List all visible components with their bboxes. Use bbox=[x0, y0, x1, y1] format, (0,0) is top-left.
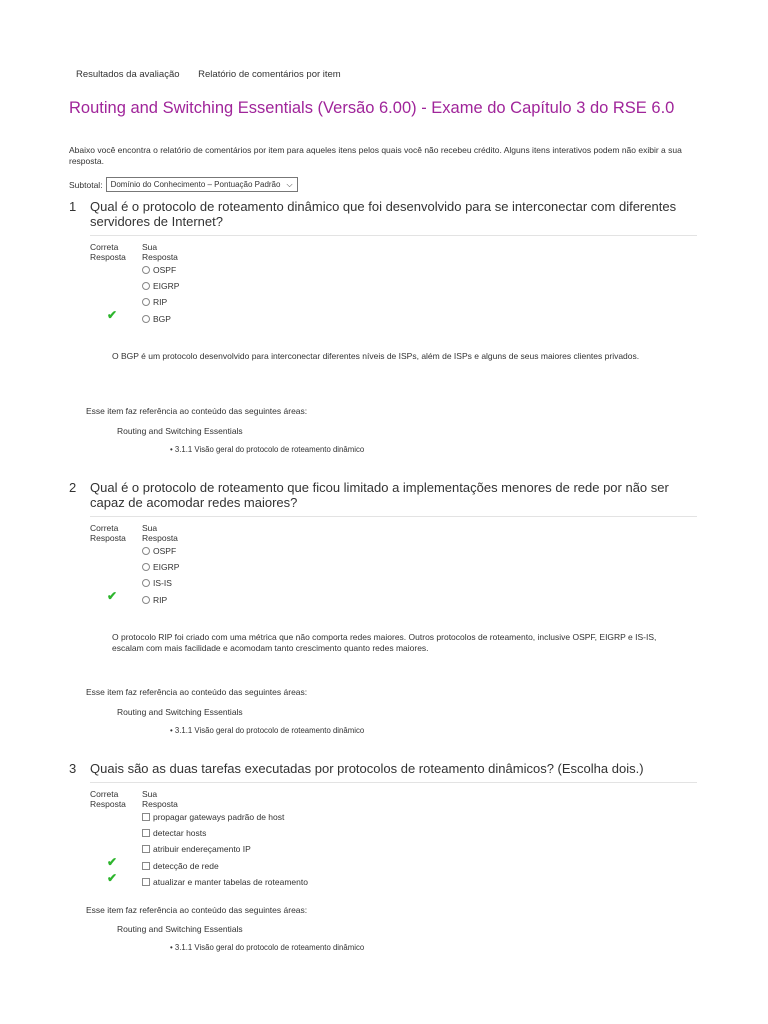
divider bbox=[90, 516, 697, 517]
question-text: Qual é o protocolo de roteamento dinâmico que foi desenvolvido para se interconectar com diferentes servidores de Internet? bbox=[90, 199, 677, 229]
check-icon: ✔ bbox=[107, 588, 118, 603]
answer-option bbox=[69, 809, 709, 825]
check-icon: ✔ bbox=[107, 871, 118, 886]
column-headers bbox=[69, 242, 709, 262]
divider bbox=[90, 782, 697, 783]
option-label: BGP bbox=[153, 313, 171, 324]
answer-option bbox=[69, 576, 709, 592]
check-icon: ✔ bbox=[107, 307, 118, 322]
correct-header-line1: Correta bbox=[90, 242, 119, 252]
question-number: 1 bbox=[69, 199, 77, 214]
divider bbox=[90, 235, 697, 236]
radio-button[interactable] bbox=[142, 282, 150, 290]
option-label: detecção de rede bbox=[153, 860, 219, 871]
answer-option bbox=[69, 262, 709, 278]
check-icon: ✔ bbox=[107, 854, 118, 869]
yours-header-line2: Resposta bbox=[142, 252, 178, 262]
correct-header-line1: Correta bbox=[90, 789, 119, 799]
reference-item: • 3.1.1 Visão geral do protocolo de roteamento dinâmico bbox=[170, 943, 365, 952]
answer-option bbox=[69, 825, 709, 841]
option-label: EIGRP bbox=[153, 562, 180, 573]
page-title: Routing and Switching Essentials (Versão 6.00) - Exame do Capítulo 3 do RSE 6.0 bbox=[69, 99, 675, 117]
answer-option bbox=[69, 307, 709, 327]
column-headers bbox=[69, 789, 709, 809]
subtotal-select[interactable] bbox=[106, 177, 298, 192]
answer-option bbox=[69, 559, 709, 575]
option-label: atualizar e manter tabelas de roteamento bbox=[153, 876, 308, 887]
radio-button[interactable] bbox=[142, 596, 150, 604]
correct-header-line2: Resposta bbox=[90, 799, 126, 809]
tab-item-feedback-report[interactable]: Relatório de comentários por item bbox=[198, 69, 341, 80]
yours-header-line2: Resposta bbox=[142, 799, 178, 809]
checkbox[interactable] bbox=[142, 845, 150, 853]
reference-label: Esse item faz referência ao conteúdo das seguintes áreas: bbox=[86, 406, 308, 416]
correct-header-line2: Resposta bbox=[90, 252, 126, 262]
question-3 bbox=[69, 761, 709, 890]
option-label: EIGRP bbox=[153, 281, 180, 292]
option-label: OSPF bbox=[153, 545, 177, 556]
subtotal-row bbox=[69, 177, 298, 192]
option-label: atribuir endereçamento IP bbox=[153, 844, 251, 855]
option-label: RIP bbox=[153, 594, 168, 605]
correct-header-line2: Resposta bbox=[90, 533, 126, 543]
radio-button[interactable] bbox=[142, 315, 150, 323]
question-text: Qual é o protocolo de roteamento que ficou limitado a implementações menores de rede por não ser capaz de acomodar redes maiores? bbox=[90, 480, 669, 510]
question-2 bbox=[69, 480, 709, 608]
correct-header-line1: Correta bbox=[90, 523, 119, 533]
option-label: IS-IS bbox=[153, 578, 172, 589]
checkbox[interactable] bbox=[142, 813, 150, 821]
answer-option bbox=[69, 543, 709, 559]
option-label: OSPF bbox=[153, 264, 177, 275]
checkbox[interactable] bbox=[142, 862, 150, 870]
answer-option bbox=[69, 588, 709, 608]
option-label: RIP bbox=[153, 297, 168, 308]
chevron-down-icon: ⌵ bbox=[286, 180, 293, 189]
reference-item-link[interactable]: 3.1.1 Visão geral do protocolo de roteamento dinâmico bbox=[174, 726, 365, 735]
reference-label: Esse item faz referência ao conteúdo das seguintes áreas: bbox=[86, 905, 308, 915]
radio-button[interactable] bbox=[142, 298, 150, 306]
radio-button[interactable] bbox=[142, 579, 150, 587]
column-headers bbox=[69, 523, 709, 543]
option-label: propagar gateways padrão de host bbox=[153, 811, 285, 822]
question-text: Quais são as duas tarefas executadas por protocolos de roteamento dinâmicos? (Escolha dois.) bbox=[90, 761, 644, 776]
subtotal-select-value: Domínio do Conhecimento – Pontuação Padrão bbox=[110, 180, 281, 189]
question-number: 2 bbox=[69, 480, 77, 495]
yours-header-line1: Sua bbox=[142, 523, 158, 533]
answer-option bbox=[69, 842, 709, 858]
explanation-text: O protocolo RIP foi criado com uma métrica que não comporta redes maiores. Outros protocolos de roteamento, inclusive OSPF, EIGRP e IS-IS, escalam com mais facilidade e acomodam tanto crescimento quanto redes maiores. bbox=[112, 632, 657, 653]
radio-button[interactable] bbox=[142, 547, 150, 555]
question-1 bbox=[69, 199, 709, 327]
reference-course: Routing and Switching Essentials bbox=[117, 924, 243, 934]
checkbox[interactable] bbox=[142, 878, 150, 886]
radio-button[interactable] bbox=[142, 266, 150, 274]
subtotal-label: Subtotal: bbox=[69, 179, 103, 190]
yours-header-line2: Resposta bbox=[142, 533, 178, 543]
answer-option bbox=[69, 295, 709, 311]
explanation-text: O BGP é um protocolo desenvolvido para interconectar diferentes níveis de ISPs, além de ISPs e alguns de seus maiores clientes privados. bbox=[112, 351, 640, 361]
yours-header-line1: Sua bbox=[142, 789, 158, 799]
radio-button[interactable] bbox=[142, 563, 150, 571]
reference-item-link[interactable]: 3.1.1 Visão geral do protocolo de roteamento dinâmico bbox=[174, 943, 365, 952]
intro-text: Abaixo você encontra o relatório de comentários por item para aqueles itens pelos quais você não recebeu crédito. Alguns itens interativos podem não exibir a sua resposta. bbox=[69, 145, 682, 166]
checkbox[interactable] bbox=[142, 829, 150, 837]
reference-item: • 3.1.1 Visão geral do protocolo de roteamento dinâmico bbox=[170, 726, 365, 735]
reference-course: Routing and Switching Essentials bbox=[117, 426, 243, 436]
reference-label: Esse item faz referência ao conteúdo das seguintes áreas: bbox=[86, 687, 308, 697]
reference-item: • 3.1.1 Visão geral do protocolo de roteamento dinâmico bbox=[170, 445, 365, 454]
answer-option bbox=[69, 871, 709, 890]
report-tabs bbox=[76, 69, 357, 80]
option-label: detectar hosts bbox=[153, 828, 207, 839]
tab-assessment-results[interactable]: Resultados da avaliação bbox=[76, 69, 180, 80]
answer-option bbox=[69, 278, 709, 294]
answer-option bbox=[69, 854, 709, 874]
reference-course: Routing and Switching Essentials bbox=[117, 707, 243, 717]
reference-item-link[interactable]: 3.1.1 Visão geral do protocolo de roteamento dinâmico bbox=[174, 445, 365, 454]
yours-header-line1: Sua bbox=[142, 242, 158, 252]
question-number: 3 bbox=[69, 761, 77, 776]
